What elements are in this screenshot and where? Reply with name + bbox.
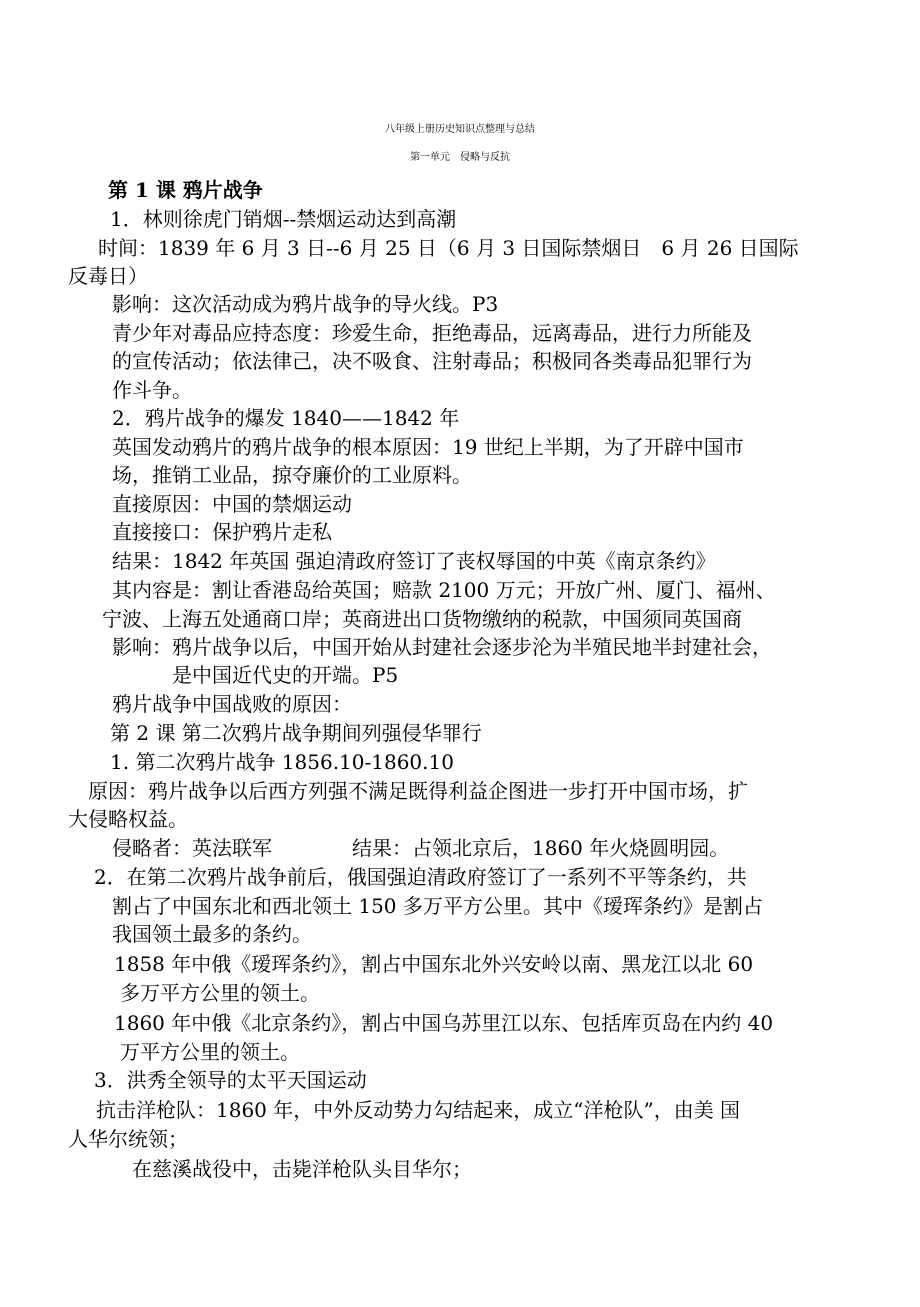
- text-line: 人华尔统领；: [68, 1127, 188, 1151]
- text-line: 影响：这次活动成为鸦片战争的导火线。P3: [112, 292, 499, 316]
- text-line: 作斗争。: [112, 378, 192, 402]
- text-line: 大侵略权益。: [68, 807, 188, 831]
- text-line: 多万平方公里的领土。: [120, 981, 320, 1005]
- text-line: 宁波、上海五处通商口岸；英商进出口货物缴纳的税款，中国须同英国商: [102, 607, 742, 631]
- section-heading: 2．鸦片战争的爆发 1840——1842 年: [112, 406, 460, 430]
- lesson-heading: 第 2 课 第二次鸦片战争期间列强侵华罪行: [110, 721, 482, 745]
- text-line: 是中国近代史的开端。P5: [172, 663, 399, 687]
- text-line: 侵略者：英法联军 结果：占领北京后，1860 年火烧圆明园。: [112, 836, 730, 860]
- section-heading: 1. 第二次鸦片战争 1856.10-1860.10: [110, 750, 454, 774]
- text-line: 万平方公里的领土。: [120, 1040, 300, 1064]
- section-heading: 2．在第二次鸦片战争前后，俄国强迫清政府签订了一系列不平等条约，共: [94, 865, 747, 889]
- text-line: 我国领土最多的条约。: [112, 922, 312, 946]
- text-line: 其内容是：割让香港岛给英国；赔款 2100 万元；开放广州、厦门、福州、: [112, 578, 776, 602]
- text-line: 青少年对毒品应持态度：珍爱生命，拒绝毒品，远离毒品，进行力所能及: [112, 321, 752, 345]
- text-line: 1860 年中俄《北京条约》，割占中国乌苏里江以东、包括库页岛在内约 40: [114, 1011, 774, 1035]
- lesson-heading: 第 1 课 鸦片战争: [108, 178, 263, 202]
- text-line: 在慈溪战役中，击毙洋枪队头目华尔；: [132, 1157, 472, 1181]
- text-line: 鸦片战争中国战败的原因：: [112, 692, 352, 716]
- text-line: 影响：鸦片战争以后，中国开始从封建社会逐步沦为半殖民地半封建社会，: [112, 635, 772, 659]
- text-line: 直接原因：中国的禁烟运动: [112, 492, 352, 516]
- text-line: 的宣传活动；依法律己，决不吸食、注射毒品；积极同各类毒品犯罪行为: [112, 349, 752, 373]
- text-line: 英国发动鸦片的鸦片战争的根本原因：19 世纪上半期，为了开辟中国市: [112, 435, 744, 459]
- text-line: 原因：鸦片战争以后西方列强不满足既得利益企图进一步打开中国市场，扩: [88, 779, 748, 803]
- text-line: 反毒日）: [68, 264, 148, 288]
- text-line: 抗击洋枪队：1860 年，中外反动势力勾结起来，成立“洋枪队”，由美 国: [96, 1098, 741, 1122]
- text-line: 结果：1842 年英国 强迫清政府签订了丧权辱国的中英《南京条约》: [112, 549, 716, 573]
- text-line: 场，推销工业品，掠夺廉价的工业原料。: [112, 463, 472, 487]
- section-heading: 1．林则徐虎门销烟--禁烟运动达到高潮: [110, 207, 457, 231]
- text-line: 割占了中国东北和西北领土 150 多万平方公里。其中《瑷珲条约》是割占: [112, 894, 763, 918]
- unit-title: 第一单元 侵略与反抗: [410, 152, 510, 163]
- text-line: 时间：1839 年 6 月 3 日--6 月 25 日（6 月 3 日国际禁烟日 6 月 26 日国际: [98, 236, 799, 260]
- text-line: 直接接口：保护鸦片走私: [112, 520, 332, 544]
- text-line: 1858 年中俄《瑷珲条约》，割占中国东北外兴安岭以南、黑龙江以北 60: [114, 952, 754, 976]
- document-title: 八年级上册历史知识点整理与总结: [385, 124, 535, 135]
- section-heading: 3．洪秀全领导的太平天国运动: [94, 1068, 367, 1092]
